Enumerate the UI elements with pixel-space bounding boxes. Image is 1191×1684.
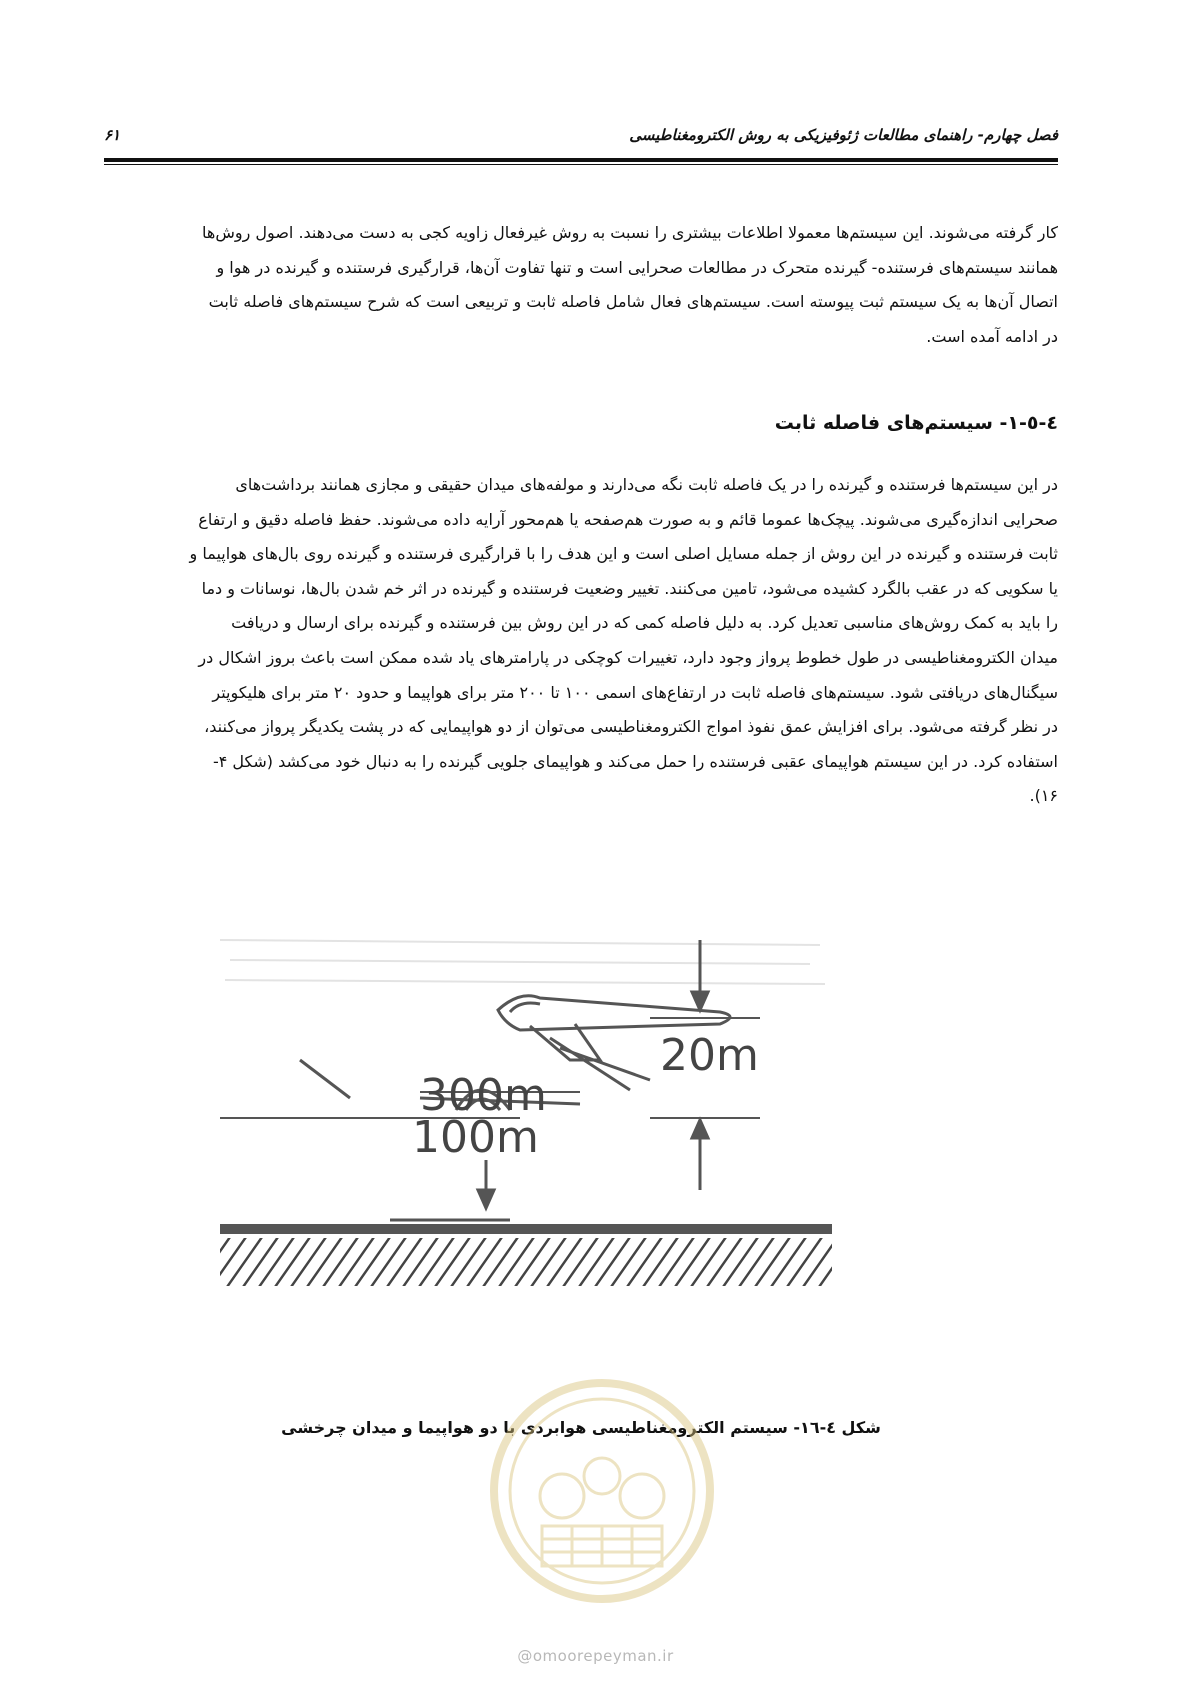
at-icon: @: [517, 1647, 533, 1665]
text-line: استفاده کرد. در این سیستم هواپیمای عقبی فرستنده را حمل می‌کند و هواپیمای جلویی گیرنده را به دنبال خود می‌کشد (شکل ۴-: [212, 751, 1058, 771]
watermark-site-text: omoorepeyman.ir: [532, 1647, 674, 1665]
text-line: در نظر گرفته می‌شود. برای افزایش عمق نفوذ امواج الکترومغناطیسی می‌توان از دو هواپیمایی که در پشت یکدیگر پرواز می‌کنند،: [204, 717, 1058, 737]
text-line: ۱۶).: [1029, 786, 1058, 806]
ground-surface: [220, 1220, 832, 1286]
header-rule-thick: [104, 158, 1058, 162]
text-line: کار گرفته می‌شوند. این سیستم‌ها معمولا اطلاعات بیشتری را نسبت به روش غیرفعال زاویه کجی به دست می‌دهند. اصول روش‌ها: [202, 223, 1058, 242]
text-line: را باید به کمک روش‌های مناسبی تعدیل کرد. به دلیل فاصله کمی که در این روش بین فرستنده و گیرنده برای ارسال و دریافت: [231, 613, 1058, 633]
text-line: میدان الکترومغناطیسی در طول خطوط پرواز وجود دارد، تغییرات کوچکی در پارامترهای یاد شده ممکن است باعث بروز اشکال در: [198, 647, 1058, 667]
text-line: در ادامه آمده است.: [926, 326, 1058, 346]
watermark-site: [0, 1647, 1191, 1665]
text-line: همانند سیستم‌های فرستنده- گیرنده متحرک در مطالعات صحرایی است و تنها تفاوت آن‌ها، قرارگیری فرستنده و گیرنده در هوا و: [216, 257, 1058, 277]
label-20m: 20m: [660, 1030, 759, 1081]
text-line: در این سیستم‌ها فرستنده و گیرنده را در یک فاصله ثابت نگه می‌دارند و مولفه‌های میدان حقیقی و مجازی همانند برداشت‌های: [235, 475, 1058, 494]
chapter-title: فصل چهارم- راهنمای مطالعات ژئوفیزیکی به روش الکترومغناطیسی: [629, 126, 1058, 144]
dimension-100m-arrow: [478, 1160, 494, 1208]
page-number: ۶۱: [104, 126, 121, 144]
faint-background-strokes: [220, 940, 825, 984]
publisher-seal-watermark: [487, 1376, 717, 1606]
page-header: [104, 126, 1058, 152]
header-rule-thin: [104, 164, 1058, 165]
label-100m: 100m: [412, 1112, 539, 1163]
text-line: صحرایی اندازه‌گیری می‌شوند. پیچک‌ها عموما قائم و به صورت هم‌صفحه یا هم‌محور آرایه داده می‌شوند. حفظ فاصله دقیق و ارتفاع: [198, 509, 1058, 529]
figure-caption: شکل ٤-١٦- سیستم الکترومغناطیسی هوابردی با دو هواپیما و میدان چرخشی: [281, 1418, 881, 1437]
text-line: اتصال آن‌ها به یک سیستم ثبت پیوسته است. سیستم‌های فعال شامل فاصله ثابت و تربیعی است که شرح سیستم‌های فاصله ثابت: [208, 292, 1058, 312]
text-line: ثابت فرستنده و گیرنده در این روش از جمله مسایل اصلی است و این هدف را با قرارگیری فرستنده و گیرنده روی بال‌های هواپیما و: [189, 544, 1058, 564]
label-300m: 300m: [420, 1070, 547, 1121]
body-paragraph: [104, 468, 1058, 814]
text-line: یا سکویی که در عقب بالگرد کشیده می‌شود، تامین می‌کنند. تغییر وضعیت فرستنده و گیرنده در اثر خم شدن بال‌ها، نوسانات و دما: [201, 578, 1058, 598]
two-aircraft-em-figure: [220, 920, 832, 1400]
text-line: سیگنال‌های دریافتی شود. سیستم‌های فاصله ثابت در ارتفاع‌های اسمی ۱۰۰ تا ۲۰۰ متر برای هواپیما و حدود ۲۰ متر برای هلیکوپتر: [212, 682, 1058, 702]
intro-paragraph: [104, 216, 1058, 354]
section-heading: ٤-٥-١- سیستم‌های فاصله ثابت: [774, 412, 1058, 434]
